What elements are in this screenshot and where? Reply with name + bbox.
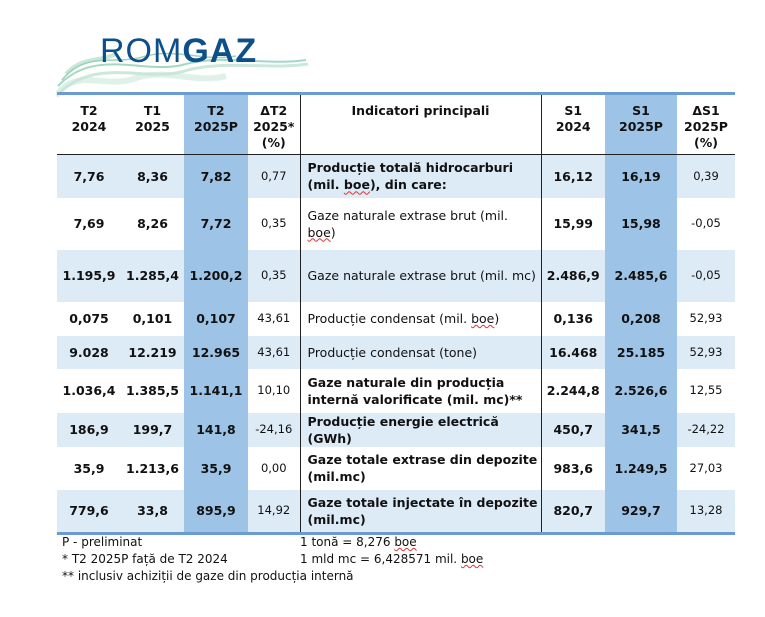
cell-delta-s1: 52,93 (689, 311, 723, 325)
table-row (57, 413, 735, 447)
cell-s1-2024: 820,7 (541, 490, 605, 534)
cell-t2-2025p: 895,9 (184, 490, 248, 534)
cell-t2-2025p: 1.141,1 (184, 369, 248, 413)
cell-s1-2024: 2.486,9 (541, 250, 605, 302)
logo-wordmark: ROMGAZ (100, 32, 258, 70)
cell-s1-2024: 983,6 (553, 460, 594, 476)
cell-s1-2024: 15,99 (553, 216, 594, 231)
cell-delta-t2: 10,10 (257, 383, 291, 397)
footnote-comparison: * T2 2025P față de T2 2024 (62, 552, 228, 566)
header-t2-2024: T2 2024 (57, 94, 121, 155)
cell-delta-t2: 43,61 (248, 336, 300, 369)
cell-delta-t2: 0,35 (260, 216, 287, 230)
cell-t2-2024: 9.028 (57, 336, 121, 369)
indicators-table (57, 92, 735, 535)
cell-s1-2024: 450,7 (541, 413, 605, 447)
cell-indicator: Gaze totale extrase din depozite (mil.mc) (300, 447, 541, 490)
cell-t1-2025: 1.285,4 (121, 250, 184, 302)
cell-t2-2025p: 12.965 (184, 336, 248, 369)
table-header-row (57, 94, 735, 155)
cell-delta-t2: 43,61 (257, 311, 291, 325)
cell-delta-t2: 0,77 (248, 155, 300, 198)
cell-t2-2024: 35,9 (73, 460, 105, 476)
cell-delta-s1: -24,22 (677, 413, 735, 447)
cell-t1-2025: 12.219 (121, 336, 184, 369)
cell-t2-2025p: 0,107 (184, 302, 248, 336)
cell-delta-s1: 27,03 (689, 460, 723, 475)
cell-s1-2025p: 929,7 (605, 490, 677, 534)
cell-indicator: Producție condensat (tone) (300, 336, 541, 369)
cell-t2-2024: 7,76 (57, 155, 121, 198)
cell-t2-2024: 1.036,4 (62, 383, 116, 398)
cell-t2-2024: 0,075 (69, 311, 109, 326)
cell-indicator: Producție condensat (mil. boe) (300, 302, 541, 336)
cell-t2-2025p: 7,72 (184, 198, 248, 250)
cell-delta-s1: 0,39 (677, 155, 735, 198)
cell-t1-2025: 0,101 (132, 311, 173, 326)
footnote-purchases: ** inclusiv achiziții de gaze din producția internă (62, 569, 354, 583)
cell-s1-2024: 16,12 (541, 155, 605, 198)
cell-t1-2025: 8,26 (137, 216, 168, 231)
cell-t1-2025: 199,7 (121, 413, 184, 447)
cell-t2-2024: 7,69 (73, 216, 105, 231)
footnote-preliminary: P - preliminat (62, 535, 143, 549)
cell-delta-s1: 12,55 (689, 383, 723, 397)
cell-s1-2024: 16.468 (541, 336, 605, 369)
cell-indicator: Gaze naturale extrase brut (mil. boe) (300, 198, 541, 250)
cell-t2-2025p: 7,82 (184, 155, 248, 198)
conversion-notes (300, 534, 483, 568)
cell-s1-2025p: 0,208 (605, 302, 677, 336)
header-s1-2025p: S1 2025P (605, 94, 677, 155)
table-row (57, 155, 735, 198)
cell-t2-2025p: 1.200,2 (184, 250, 248, 302)
cell-indicator: Producție totală hidrocarburi (mil. boe), din care: (300, 155, 541, 198)
table-row (57, 302, 735, 336)
cell-t1-2025: 1.385,5 (126, 383, 179, 398)
cell-t2-2024: 1.195,9 (57, 250, 121, 302)
table-row (57, 250, 735, 302)
cell-delta-s1: -0,05 (677, 250, 735, 302)
conversion-bcm: 1 mld mc = 6,428571 mil. boe (300, 552, 484, 566)
cell-delta-t2: -24,16 (248, 413, 300, 447)
header-indicators: Indicatori principali (300, 94, 541, 155)
cell-t1-2025: 8,36 (121, 155, 184, 198)
cell-indicator: Gaze naturale din producția internă valorificate (mil. mc)** (300, 369, 541, 413)
cell-t2-2024: 779,6 (57, 490, 121, 534)
cell-s1-2025p: 15,98 (605, 198, 677, 250)
cell-delta-s1: 13,28 (677, 490, 735, 534)
cell-s1-2025p: 25.185 (605, 336, 677, 369)
cell-indicator: Gaze totale injectate în depozite (mil.mc) (300, 490, 541, 534)
cell-delta-s1: -0,05 (691, 216, 721, 230)
cell-t2-2025p: 141,8 (184, 413, 248, 447)
header-delta-s1: ΔS1 2025P (%) (677, 94, 735, 155)
table-row (57, 490, 735, 534)
header-delta-t2: ΔT2 2025* (%) (248, 94, 300, 155)
cell-t1-2025: 33,8 (121, 490, 184, 534)
header-t2-2025p: T2 2025P (184, 94, 248, 155)
table-row (57, 447, 735, 490)
table-row (57, 336, 735, 369)
cell-s1-2025p: 2.485,6 (605, 250, 677, 302)
cell-s1-2025p: 16,19 (605, 155, 677, 198)
cell-s1-2024: 0,136 (553, 311, 594, 326)
cell-delta-t2: 0,00 (260, 460, 287, 475)
romgaz-logo (56, 26, 316, 98)
cell-s1-2025p: 1.249,5 (605, 447, 677, 490)
conversion-tonne: 1 tonă = 8,276 boe (300, 535, 417, 549)
cell-s1-2024: 2.244,8 (546, 383, 600, 398)
cell-t2-2025p: 35,9 (184, 447, 248, 490)
header-t1-2025: T1 2025 (121, 94, 184, 155)
cell-s1-2025p: 341,5 (605, 413, 677, 447)
cell-s1-2025p: 2.526,6 (605, 369, 677, 413)
header-s1-2024: S1 2024 (541, 94, 605, 155)
cell-delta-s1: 52,93 (677, 336, 735, 369)
table-row (57, 198, 735, 250)
cell-t1-2025: 1.213,6 (126, 460, 179, 476)
table-row (57, 369, 735, 413)
cell-delta-t2: 0,35 (248, 250, 300, 302)
cell-indicator: Producție energie electrică (GWh) (300, 413, 541, 447)
cell-t2-2024: 186,9 (57, 413, 121, 447)
cell-delta-t2: 14,92 (248, 490, 300, 534)
cell-indicator: Gaze naturale extrase brut (mil. mc) (300, 250, 541, 302)
